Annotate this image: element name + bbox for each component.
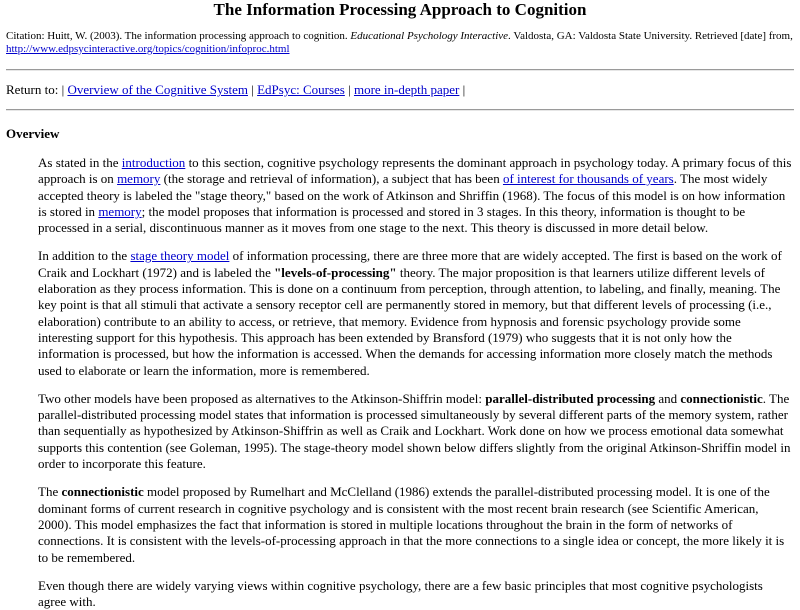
nav-separator: | [251, 82, 254, 97]
paragraph-4 [38, 484, 794, 565]
text: As stated in the [38, 155, 122, 170]
text: model proposed by Rumelhart and McClelland (1986) extends the parallel-distributed processing model. It is one of the dominant forms of current research in cognitive psychology and is consistent with the most recent brain research (see Scientific American, 2000). This model emphasizes the fact that information is stored in multiple locations throughout the brain in the form of networks of connections. It is consistent with the levels-of-processing approach in that the more connections to a single idea or concept, the more likely it is to be remembered. [38, 484, 785, 565]
term-connectionistic: connectionistic [61, 484, 144, 500]
nav-link-edpsyc-courses[interactable]: EdPsyc: Courses [257, 82, 345, 97]
nav-separator: | [462, 82, 466, 97]
text: Even though there are widely varying views within cognitive psychology, there are a few basic principles that most cognitive psychologists agree with. [38, 577, 763, 610]
divider [6, 109, 794, 111]
link-introduction[interactable]: introduction [121, 155, 186, 170]
text: to this section, cognitive psychology represents the dominant approach in psychology today. A primary focus of this approach is on [38, 155, 792, 187]
text: ; the model proposes that information is processed and stored in 3 stages. In this theory, information is thought to be processed in a serial, discontinuous manner as it moves from one stage to the next. This theory is discussed in more detail below. [38, 203, 746, 236]
paragraph-5 [38, 578, 794, 610]
text: In addition to the [38, 248, 131, 264]
nav-separator: | [348, 82, 351, 97]
term-levels-of-processing: "levels-of-processing" [274, 264, 397, 280]
text: theory. The major proposition is that learners utilize different levels of elaboration as they process information. This is done on a continuum from perception, through attention, to labeling, and finally, meaning. The key point is that all stimuli that activate a sensory receptor cell are permanently stored in memory, but that different levels of processing (i.e., elaboration) contribute to an ability to access, or retrieve, that memory. Evidence from hypnosis and forensic psychology provide some interesting support for this hypothesis. This approach has been extended by Bransford (1979) who suggests that it is not only how the information is processed, but how the information is accessed. When the demands for accessing information more closely match the methods used to elaborate or learn the information, more is remembered. [38, 264, 781, 378]
paragraph-1 [38, 155, 794, 236]
citation-journal: Educational Psychology Interactive [350, 30, 509, 42]
nav-link-overview-cognitive-system[interactable]: Overview of the Cognitive System [67, 82, 248, 97]
term-parallel-distributed: parallel-distributed processing [485, 390, 656, 406]
divider [6, 69, 794, 71]
text: Two other models have been proposed as alternatives to the Atkinson-Shiffrin model: [38, 390, 486, 406]
citation-prefix: Citation: Huitt, W. (2003). The information processing approach to cognition. [6, 30, 351, 42]
link-interest-thousands-years[interactable]: of interest for thousands of years [502, 171, 674, 187]
text: (the storage and retrieval of information), a subject that has been [160, 171, 503, 187]
nav-link-in-depth-paper[interactable]: more in-depth paper [353, 82, 460, 97]
link-memory-2[interactable]: memory [98, 203, 142, 219]
page-title: The Information Processing Approach to Cognition [213, 0, 587, 19]
text: . The parallel-distributed processing model states that information is processed simultaneously by several different parts of the memory system, rather than sequentially as hypothesized by Atkinson-Shiffrin as well as Craik and Lockhart. Work done on how we process emotional data somewhat supports this contention (see Goleman, 1995). The stage-theory model shown below differs slightly from the original Atkinson-Shriffin model in order to incorporate this feature. [38, 390, 791, 472]
citation-suffix: . Valdosta, GA: Valdosta State University. Retrieved [date] from, [508, 30, 793, 42]
text: and [655, 390, 681, 406]
link-stage-theory-model[interactable]: stage theory model [130, 248, 230, 264]
nav-label: Return to: | [6, 82, 65, 97]
link-memory[interactable]: memory [117, 171, 161, 187]
text: . The most widely accepted theory is labeled the "stage theory," based on the work of Atkinson and Shriffin (1968). The focus of this model is on how information is stored in [38, 171, 786, 219]
paragraph-3 [38, 391, 794, 472]
citation-url-link[interactable]: http://www.edpsycinteractive.org/topics/cognition/infoproc.html [6, 43, 290, 55]
citation [6, 30, 794, 56]
section-heading-overview: Overview [6, 126, 60, 141]
term-connectionistic: connectionistic [680, 390, 763, 406]
return-nav [6, 82, 794, 98]
text: The [38, 484, 62, 500]
paragraph-2 [38, 248, 794, 378]
text: of information processing, there are three more that are widely accepted. The first is based on the work of Craik and Lockhart (1972) and is labeled the [38, 248, 782, 280]
